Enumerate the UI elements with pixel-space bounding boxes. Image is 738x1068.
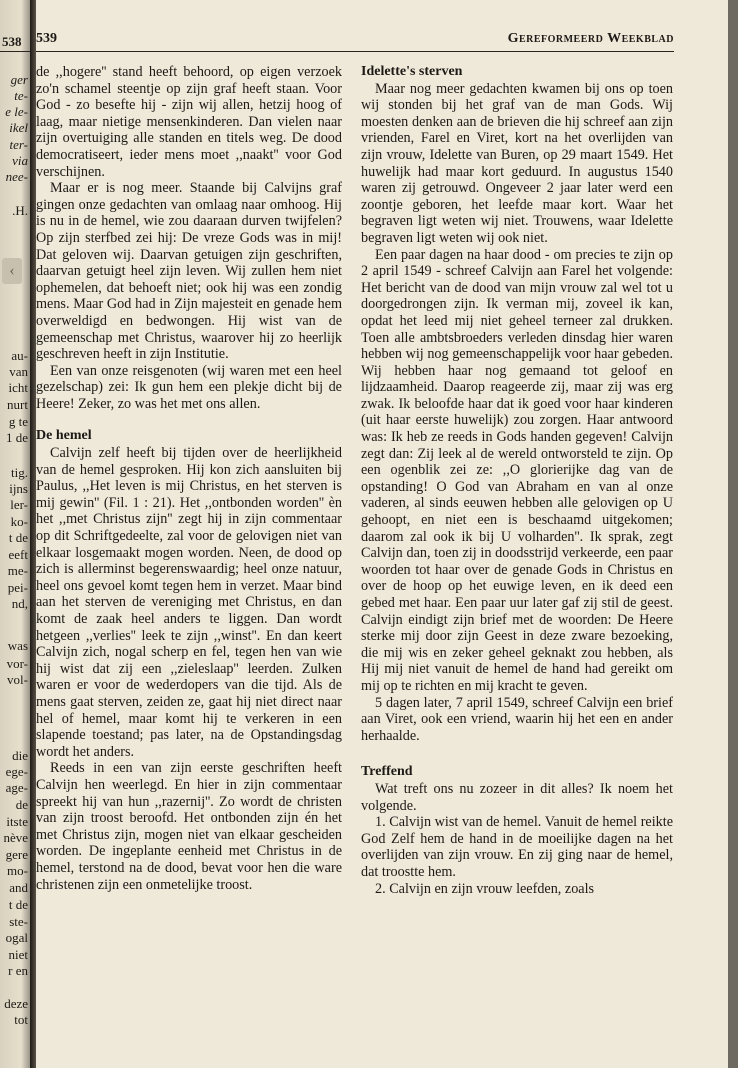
previous-page-fragment: r en: [8, 963, 28, 978]
paragraph: Calvijn zelf heeft bij tijden over de heerlijkheid van de hemel gesproken. Hij kon zich aansluiten bij Paulus, ,,Het leven is mij Christus, en het sterven is mij gewin'' (Fil. 1 : 21). Het ,,ontbonden worden'' èn het ,,met Christus zijn'' zegt hij in zijn commentaar op dit Schriftgedeelte, zal voor de gelovigen niet van elkaar losgemaakt mogen worden. Neen, de dood op zich is allerminst begerenswaardig; heel onze natuur, heel ons gevoel komt tegen hem in verzet. Maar bind aan het sterven de vereniging met Christus, en dan komt de zaak heel anders te liggen. Dan wordt hetgeen ,,verlies'' leek te zijn ,,winst''. En dan keert Calvijn zich, nogal scherp en fel, tegen hen van wie hij wist dat zij een ,,zieleslaap'' leerden. Zulken waren er voor de wederdopers van die tijd. Als de mens gaat sterven, zeiden ze, gaat hij niet direct naar hel of hemel, maar komt hij te verkeren in een slapende toestand; pas later, na de Opstandingsdag wordt het anders.: [36, 445, 342, 760]
previous-header-rule: [0, 51, 30, 52]
previous-page-fragment: mo-: [7, 863, 28, 878]
page: [36, 0, 728, 1068]
previous-page-fragment: de: [15, 797, 28, 812]
section-heading-de-hemel: De hemel: [36, 428, 92, 444]
previous-page-fragment: au-: [11, 348, 28, 363]
page-edge: [728, 0, 738, 1068]
previous-page-fragment: eeft: [8, 547, 28, 562]
paragraph: de ,,hogere'' stand heeft behoord, op eigen verzoek zo'n schamel steentje op zijn graf heeft staan. Voor God - zo besefte hij - zijn wij allen, hetzij hoog of laag, maar nietige mensenkinderen. Dan vielen naar zijn overtuiging alle standen en titels weg. De dood democratiseert, ieder mens moet ,,naakt'' voor God verschijnen.: [36, 64, 342, 180]
journal-title: Gereformeerd Weekblad: [507, 31, 674, 46]
previous-page-fragment: pei-: [7, 580, 28, 595]
previous-page-fragment: deze: [4, 996, 28, 1011]
previous-page-fragment: te-: [14, 88, 28, 103]
previous-page-fragment: age-: [5, 780, 28, 795]
section-heading-idelettes-sterven: Idelette's sterven: [361, 64, 463, 79]
paragraph: Maar nog meer gedachten kwamen bij ons op toen wij stonden bij het graf van de man Gods. Wij moesten denken aan de brieven die hij schreef aan zijn vrienden, Farel en Viret, kort na het overlijden van zijn vrouw, Idelette van Buren, op 29 maart 1549. Het huwelijk had maar kort geduurd. In augustus 1540 waren zij getrouwd. Ongeveer 2 jaar later werd een zoontje geboren, het leefde maar kort. Waar het begraven ligt weten wij niet. Trouwens, waar Idelette begraven ligt weten wij ook niet.: [361, 80, 673, 246]
previous-page-fragment: nee-: [5, 169, 28, 184]
paragraph: Maar er is nog meer. Staande bij Calvijns graf gingen onze gedachten van omlaag naar omhoog. Hij is nu in de hemel, wie zou daaraan durven twijfelen? Op zijn sterfbed zei hij: De vreze Gods was in mij! Dat geloven wij. Daarvan getuigen zijn geschriften, daarvan getuigt heel zijn leven. Wij zullen hem niet ophemelen, dat behoeft niet; ook hij was een zondig mens. Maar God had in Zijn majesteit en genade hem overweldigd en bedwongen. Hij wist van de gemeenschap met Christus, waarover hij zo heerlijk geschreven heeft in zijn Institutie.: [36, 180, 342, 363]
previous-page-fragment: g te: [8, 414, 28, 429]
previous-page-fragment: t de: [8, 530, 28, 545]
previous-page-fragment: ko-: [10, 514, 28, 529]
paragraph: 2. Calvijn en zijn vrouw leefden, zoals: [375, 880, 595, 897]
previous-page-fragment: van: [9, 364, 28, 379]
previous-page-fragment: tot: [14, 1012, 28, 1027]
previous-page-fragment: ste-: [9, 914, 28, 929]
paragraph: 1. Calvijn wist van de hemel. Vanuit de hemel reikte God Zelf hem de hand in de moeilijke dagen na het overlijden van zijn vrouw. En zij ging naar de hemel, dat troostte hem.: [361, 814, 673, 880]
previous-page-fragment: nurt: [7, 397, 28, 412]
paragraph: Reeds in een van zijn eerste geschriften heeft Calvijn hen weerlegd. En hier in zijn commentaar spreekt hij van hun ,,razernij''. Zo wordt de christen van zijn troost beroofd. Het ontbonden zijn én het met Christus zijn, mogen niet van elkaar gescheiden worden. De ingeplante eenheid met Christus in de hemel, terstond na de dood, bevat voor hen die ware christenen zijn een onmetelijke troost.: [36, 760, 342, 893]
paragraph: Een paar dagen na haar dood - om precies te zijn op 2 april 1549 - schreef Calvijn aan Farel het volgende: Het bericht van de dood van mijn vrouw zal wel tot u doorgedrongen zijn. Ik verman mij, zoveel ik kan, opdat het leed mij niet geheel terneer zal drukken. Toen alle ambtsbroeders verleden dinsdag hier waren hebben wij nog gemeenschappelijk voor haar gebeden. Wij hebben haar nog gemaand tot geloof en lijdzaamheid. Daarop reageerde zij, maar zij was erg zwak. Ik beloofde haar dat ik goed voor haar kinderen (uit haar eerste huwelijk) zou zorgen. Haar antwoord was: Ik heb ze reeds in Gods handen gegeven! Calvijn zegt dan: Zij leek al de wereld ontworsteld te zijn. Op een ogenblik zei ze: ,,O glorierijke dag van de opstanding! O God van Abraham en van al onze vaderen, al sinds eeuwen hebben alle gelovigen op U gehoopt, en niet een is beschaamd uitgekomen; daarom zal ook ik bij U volharden''. Ik sprak, zegt Calvijn dan, toen zij in doodsstrijd verkeerde, een paar woorden tot haar over de genade Gods in Christus en over de hoop op het euwige leven, en ik deed een gebed met haar. Een paar uur later gaf zij stil de geest. Calvijn eindigt zijn brief met de woorden: De Heere sterke mij door zijn Geest in deze zware bezoeking, die mij wis en zeker geheel geknakt zou hebben, als Hij mij niet vanuit de hemel de hand had gereikt om mij op te richten en mij kracht te geven.: [361, 246, 673, 694]
previous-page-fragment: was: [7, 638, 28, 653]
page-number: 539: [36, 31, 57, 46]
left-column: [36, 64, 342, 893]
header-rule: [36, 51, 674, 52]
previous-page-fragment: ler-: [10, 497, 28, 512]
previous-page-fragment: ijns: [9, 481, 28, 496]
previous-page-fragment: nd,: [11, 596, 28, 611]
previous-page-fragment: me-: [7, 563, 28, 578]
previous-page-fragment: e le-: [5, 104, 28, 119]
section-heading-treffend: Treffend: [361, 764, 413, 780]
previous-page-number: 538: [2, 34, 22, 49]
previous-page-fragment: die: [12, 748, 28, 763]
previous-page-fragment: t de: [8, 897, 28, 912]
previous-page-fragment: ger: [10, 72, 28, 87]
previous-page-fragment: ogal: [5, 930, 28, 945]
previous-page-fragment: ter-: [9, 137, 28, 152]
previous-page-fragment: itste: [6, 814, 28, 829]
page-back-arrow-icon[interactable]: ‹: [2, 258, 22, 284]
previous-page-fragment: icht: [8, 380, 28, 395]
previous-page-fragment: vor-: [6, 656, 28, 671]
paragraph: Een van onze reisgenoten (wij waren met een heel gezelschap) zei: Ik gun hem een plekje dicht bij de Heere! Zeker, zo was het met ons allen.: [36, 362, 342, 412]
previous-page-fragment: and: [9, 880, 28, 895]
previous-page-fragment: niet: [8, 947, 28, 962]
previous-page-fragment: tig.: [11, 465, 28, 480]
paragraph: Wat treft ons nu zozeer in dit alles? Ik noem het volgende.: [361, 780, 673, 814]
previous-page-fragment: ege-: [5, 764, 28, 779]
previous-page-fragment: ikel: [9, 120, 28, 135]
previous-page-fragment: .H.: [12, 203, 28, 218]
previous-page-fragment: 1 de: [5, 430, 28, 445]
previous-page-fragment: gere: [5, 847, 28, 862]
previous-page-fragment: via: [12, 153, 28, 168]
paragraph: 5 dagen later, 7 april 1549, schreef Calvijn een brief aan Viret, ook een vriend, waarin hij het een en ander herhaalde.: [361, 694, 673, 744]
previous-page-margin: [0, 0, 30, 1068]
running-header: [36, 31, 674, 49]
previous-page-fragment: nève: [3, 830, 28, 845]
right-column: [361, 64, 673, 897]
previous-page-fragment: vol-: [7, 672, 28, 687]
